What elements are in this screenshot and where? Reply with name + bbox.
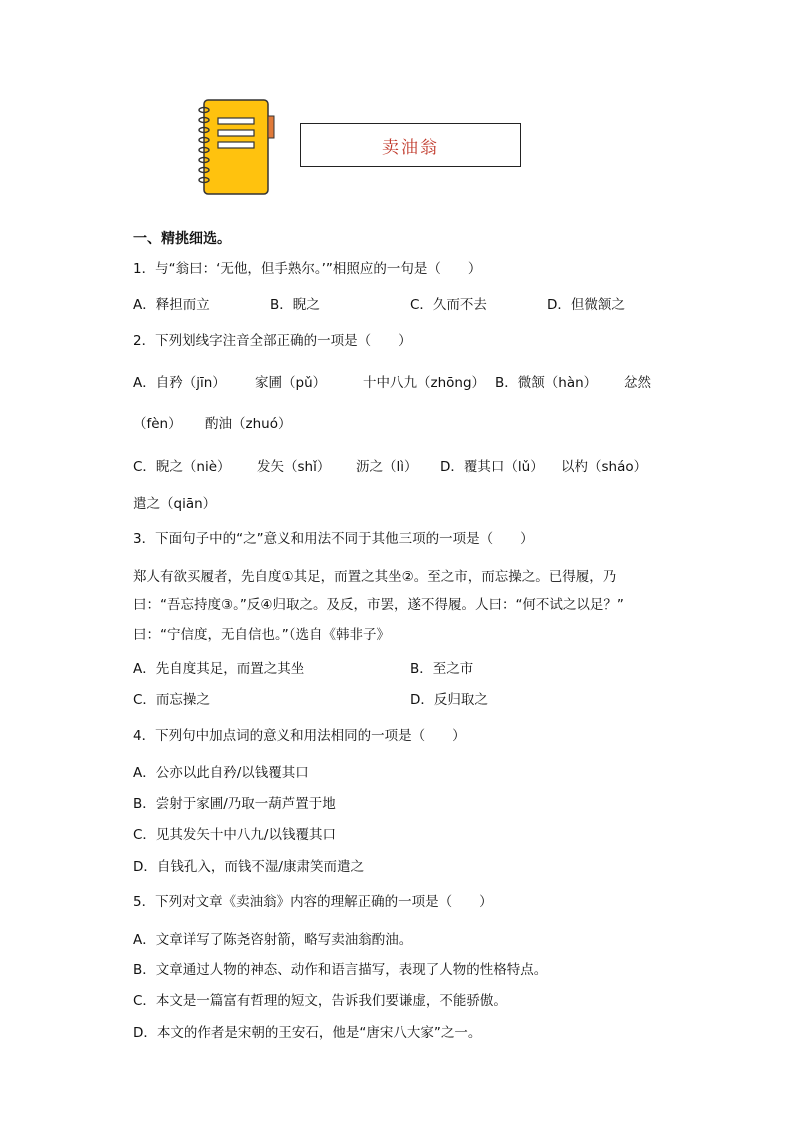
- q3-option-a[interactable]: A．先自度其足，而置之其坐: [133, 661, 305, 677]
- question-4-stem: 4．下列句中加点词的意义和用法相同的一项是（ ）: [133, 728, 466, 744]
- section-heading: 一、精挑细选。: [133, 231, 231, 247]
- q3-option-b[interactable]: B．至之市: [410, 661, 474, 677]
- q3-passage-line: 曰：“宁信度，无自信也。”（选自《韩非子》: [133, 627, 390, 643]
- q3-passage-line: 曰：“吾忘持度③。”反④归取之。及反，市罢，遂不得履。人曰：“何不试之以足？”: [133, 597, 624, 613]
- q2-item: B．微颔（hàn）: [495, 375, 598, 391]
- q5-option-a[interactable]: A．文章详写了陈尧咨射箭，略写卖油翁酌油。: [133, 932, 413, 948]
- q2-item: 酌油（zhuó）: [205, 416, 292, 432]
- q1-option-b[interactable]: B．睨之: [270, 297, 320, 313]
- q5-option-c[interactable]: C．本文是一篇富有哲理的短文，告诉我们要谦虚，不能骄傲。: [133, 993, 507, 1009]
- q5-option-b[interactable]: B．文章通过人物的神态、动作和语言描写，表现了人物的性格特点。: [133, 962, 548, 978]
- q4-option-b[interactable]: B．尝射于家圃/乃取一葫芦置于地: [133, 796, 336, 812]
- q2-item: 忿然: [624, 375, 651, 391]
- q2-line-4: 遣之（qiān）: [133, 496, 217, 512]
- q2-item: A．自矜（jīn）: [133, 375, 226, 391]
- q4-option-c[interactable]: C．见其发矢十中八九/以钱覆其口: [133, 827, 336, 843]
- q2-item: C．睨之（niè）: [133, 459, 231, 475]
- q1-option-a[interactable]: A．释担而立: [133, 297, 210, 313]
- q1-option-d[interactable]: D．但微颔之: [547, 297, 625, 313]
- q4-option-d[interactable]: D．自钱孔入，而钱不湿/康肃笑而遣之: [133, 859, 364, 875]
- q2-item: D．覆其口（lǔ）: [440, 459, 544, 475]
- page-title: 卖油翁: [300, 123, 521, 167]
- question-5-stem: 5．下列对文章《卖油翁》内容的理解正确的一项是（ ）: [133, 894, 493, 910]
- q2-item: 以杓（sháo）: [561, 459, 648, 475]
- q4-option-a[interactable]: A．公亦以此自矜/以钱覆其口: [133, 765, 309, 781]
- q2-item: 沥之（lì）: [356, 459, 418, 475]
- question-1-stem: 1．与“翁曰：‘无他，但手熟尔。’”相照应的一句是（ ）: [133, 261, 482, 277]
- q3-option-d[interactable]: D．反归取之: [410, 692, 488, 708]
- q1-option-c[interactable]: C．久而不去: [410, 297, 487, 313]
- q3-option-c[interactable]: C．而忘操之: [133, 692, 210, 708]
- q2-item: 家圃（pǔ）: [255, 375, 327, 391]
- question-3-stem: 3．下面句子中的“之”意义和用法不同于其他三项的一项是（ ）: [133, 531, 534, 547]
- q2-item: （fèn）: [133, 416, 182, 432]
- question-2-stem: 2．下列划线字注音全部正确的一项是（ ）: [133, 333, 412, 349]
- notebook-icon: [196, 98, 278, 196]
- q2-item: 发矢（shǐ）: [257, 459, 331, 475]
- q3-passage-line: 郑人有欲买履者，先自度①其足，而置之其坐②。至之市，而忘操之。已得履，乃: [133, 569, 617, 585]
- q5-option-d[interactable]: D．本文的作者是宋朝的王安石，他是“唐宋八大家”之一。: [133, 1025, 482, 1041]
- q2-item: 十中八九（zhōng）: [363, 375, 486, 391]
